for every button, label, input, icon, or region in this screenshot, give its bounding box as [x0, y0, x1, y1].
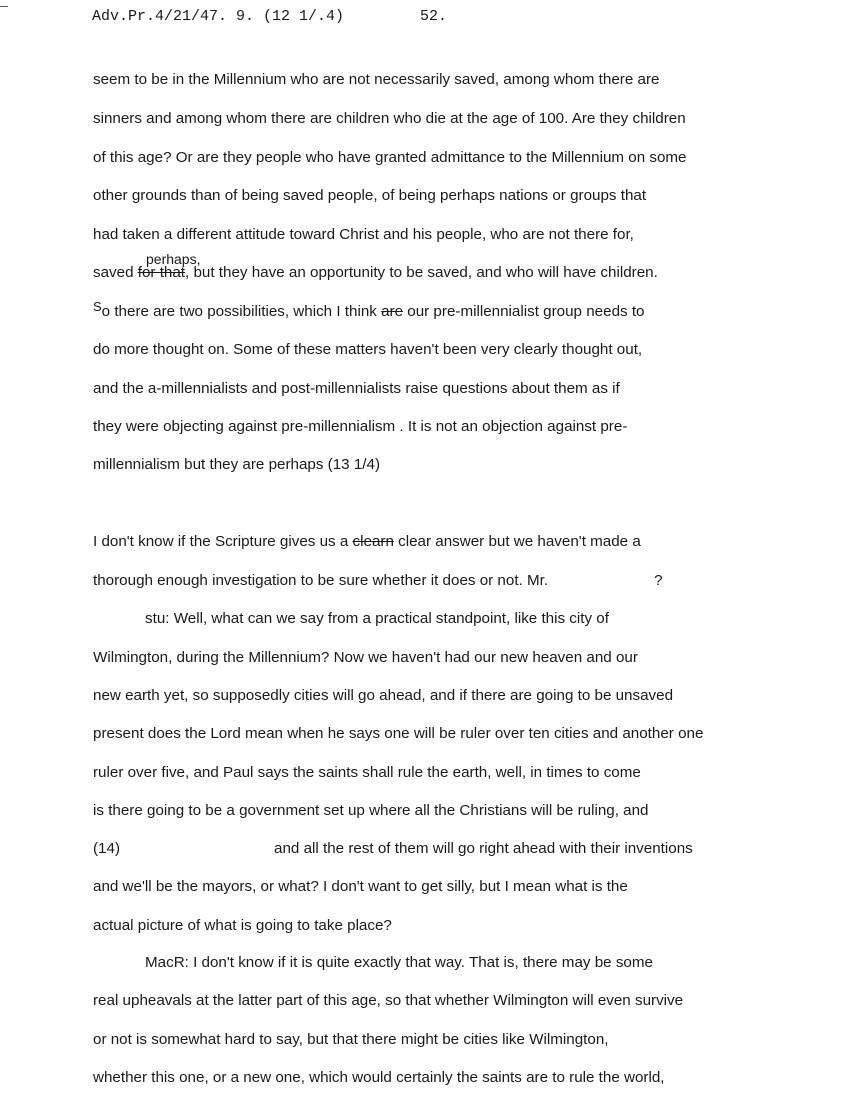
line-text: our pre-millennialist group needs to — [403, 303, 645, 320]
text-line: ruler over five, and Paul says the saints shall rule the earth, well, in times to come — [93, 764, 641, 781]
page-header — [92, 8, 812, 32]
line-text: ? — [654, 572, 663, 589]
text-line: seem to be in the Millennium who are not necessarily saved, among whom there are — [93, 71, 660, 88]
text-line: MacR: I don't know if it is quite exactly that way. That is, there may be some — [145, 954, 653, 971]
text-line: is there going to be a government set up where all the Christians will be ruling, and — [93, 802, 649, 819]
margin-mark — [0, 6, 8, 7]
text-line: other grounds than of being saved people, of being perhaps nations or groups that — [93, 187, 647, 204]
line-text: (14) — [93, 840, 121, 857]
text-line: actual picture of what is going to take place? — [93, 917, 392, 934]
text-line: stu: Well, what can we say from a practical standpoint, like this city of — [145, 610, 609, 627]
struck-text: are — [381, 303, 404, 320]
text-line: and we'll be the mayors, or what? I don't want to get silly, but I mean what is the — [93, 878, 628, 895]
text-line: millennialism but they are perhaps (13 1/4) — [93, 456, 381, 473]
text-line: had taken a different attitude toward Christ and his people, who are not there for, — [93, 226, 634, 243]
page-number: 52. — [420, 8, 448, 25]
struck-text: for that — [137, 264, 186, 281]
raised-initial: S — [93, 299, 102, 314]
text-line: they were objecting against pre-millennialism . It is not an objection against pre- — [93, 418, 628, 435]
line-text: I don't know if the Scripture gives us a — [93, 533, 353, 550]
text-line: new earth yet, so supposedly cities will go ahead, and if there are going to be unsaved — [93, 687, 674, 704]
text-line — [93, 532, 641, 552]
line-text: saved — [93, 264, 138, 281]
text-line: do more thought on. Some of these matters haven't been very clearly thought out, — [93, 341, 643, 358]
line-text: o there are two possibilities, which I think — [101, 303, 382, 320]
line-text: clear answer but we haven't made a — [393, 533, 641, 550]
text-line: or not is somewhat hard to say, but that there might be cities like Wilmington, — [93, 1031, 609, 1048]
text-line: and the a-millennialists and post-millennialists raise questions about them as if — [93, 380, 620, 397]
text-line — [93, 299, 645, 322]
document-reference: Adv.Pr.4/21/47. 9. (12 1/.4) — [92, 8, 345, 25]
text-line: whether this one, or a new one, which would certainly the saints are to rule the world, — [93, 1069, 665, 1086]
text-line: Wilmington, during the Millennium? Now we haven't had our new heaven and our — [93, 649, 638, 666]
line-text: , but they have an opportunity to be saved, and who will have children. — [185, 264, 658, 281]
text-line — [93, 571, 663, 591]
interline-insertion: perhaps, — [146, 251, 201, 267]
struck-text: clearn — [352, 533, 394, 550]
text-line: present does the Lord mean when he says one will be ruler over ten cities and another one — [93, 725, 704, 742]
text-line — [93, 263, 658, 283]
line-text: and all the rest of them will go right ahead with their inventions — [274, 840, 693, 857]
text-line — [93, 839, 693, 859]
line-text: thorough enough investigation to be sure whether it does or not. Mr. — [93, 572, 549, 589]
text-line: sinners and among whom there are children who die at the age of 100. Are they children — [93, 110, 686, 127]
text-line: real upheavals at the latter part of this age, so that whether Wilmington will even survive — [93, 992, 684, 1009]
text-line: of this age? Or are they people who have granted admittance to the Millennium on some — [93, 149, 687, 166]
